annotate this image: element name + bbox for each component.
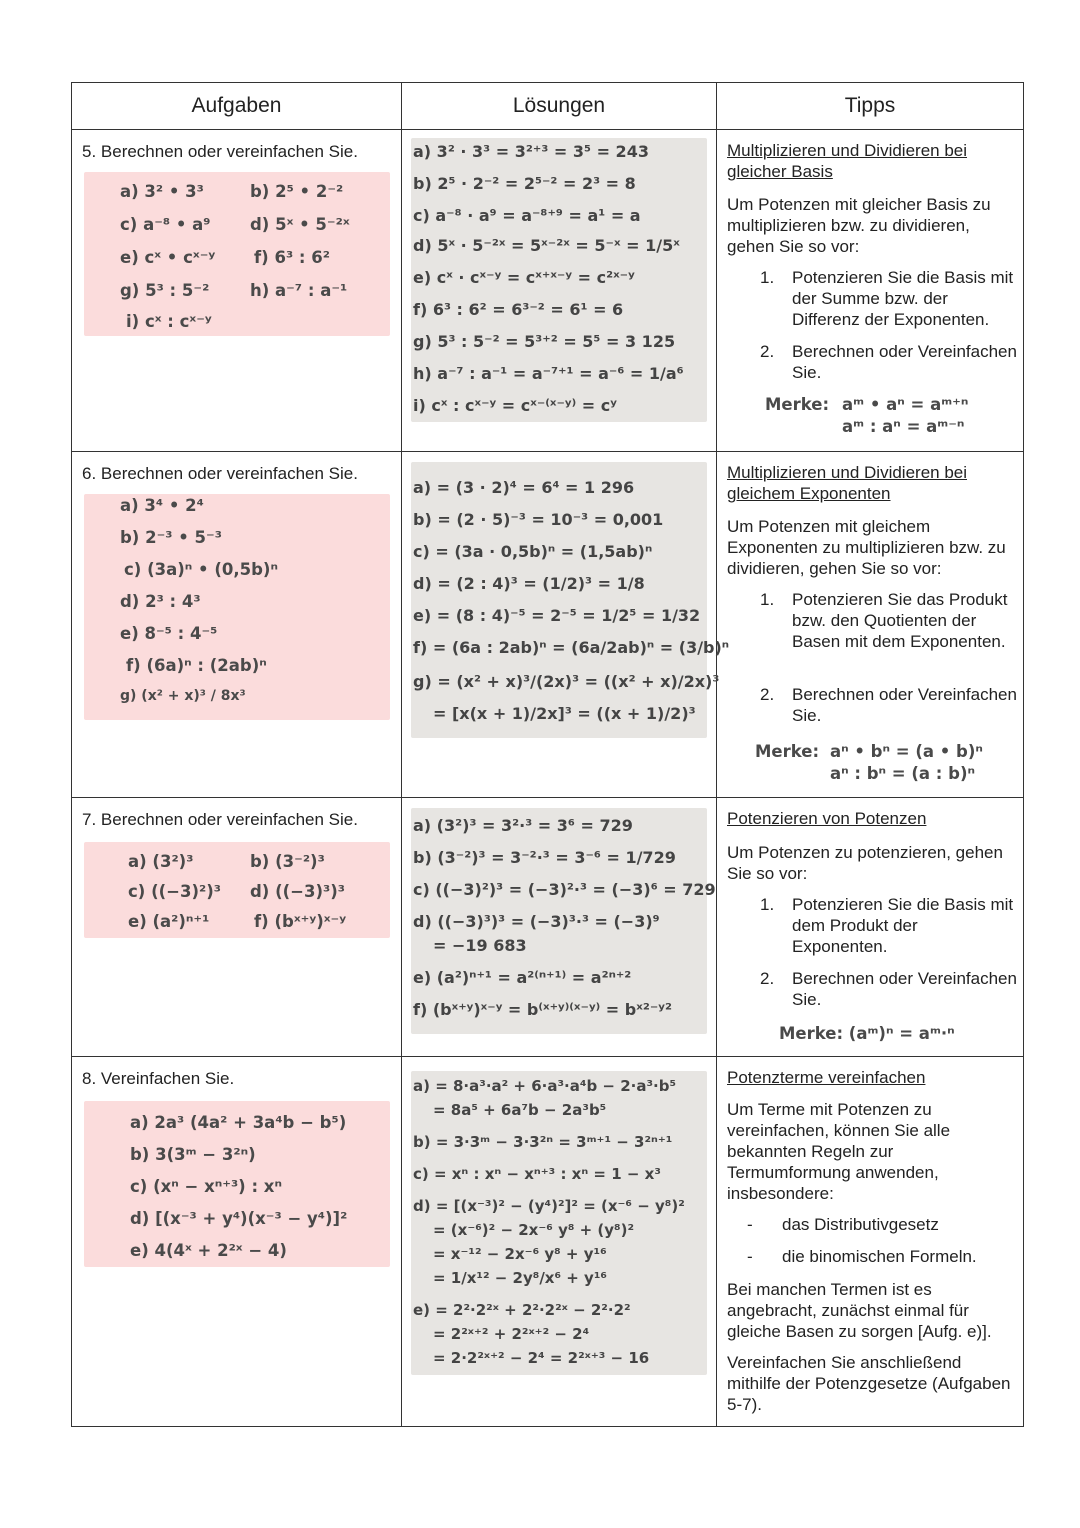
- solution-line: i) cˣ : cˣ⁻ʸ = cˣ⁻⁽ˣ⁻ʸ⁾ = cʸ: [413, 396, 617, 415]
- task-item: a) 2a³ (4a² + 3a⁴b − b⁵): [130, 1113, 347, 1132]
- solution-line: b) (3⁻²)³ = 3⁻²·³ = 3⁻⁶ = 1/729: [413, 848, 676, 867]
- solution-line: e) = (8 : 4)⁻⁵ = 2⁻⁵ = 1/2⁵ = 1/32: [413, 606, 701, 625]
- step-text: Potenzieren Sie die Basis mit der Summe bzw. der Differenz der Exponenten.: [792, 268, 1014, 329]
- step-number: 2.: [760, 685, 775, 704]
- row-task-6: [72, 452, 1024, 798]
- task-box: [84, 494, 390, 720]
- solution-line: = 2²ˣ⁺² + 2²ˣ⁺² − 2⁴: [433, 1325, 590, 1343]
- step-number: 2.: [760, 342, 775, 361]
- exercise-table: [71, 82, 1024, 1427]
- header-row: [72, 83, 1024, 130]
- merke-rule: aᵐ • aⁿ = aᵐ⁺ⁿ: [842, 395, 969, 414]
- task-item: i) cˣ : cˣ⁻ʸ: [126, 312, 212, 331]
- merke-rule: aⁿ : bⁿ = (a : b)ⁿ: [830, 764, 976, 783]
- solution-line: d) 5ˣ · 5⁻²ˣ = 5ˣ⁻²ˣ = 5⁻ˣ = 1/5ˣ: [413, 236, 680, 255]
- task-item: d) ((−3)³)³: [250, 882, 346, 901]
- row-task-7: [72, 798, 1024, 1057]
- solution-line: h) a⁻⁷ : a⁻¹ = a⁻⁷⁺¹ = a⁻⁶ = 1/a⁶: [413, 364, 684, 383]
- solution-line: f) (bˣ⁺ʸ)ˣ⁻ʸ = b⁽ˣ⁺ʸ⁾⁽ˣ⁻ʸ⁾ = bˣ²⁻ʸ²: [413, 1000, 672, 1019]
- tip-intro: Um Terme mit Potenzen zu vereinfachen, können Sie alle bekannten Regeln zur Termumformung anwenden, insbesondere:: [727, 1100, 951, 1203]
- task-item: a) (3²)³: [128, 852, 194, 871]
- step-number: 1.: [760, 590, 775, 609]
- tip-step: [760, 968, 1017, 1010]
- solution-line: d) ((−3)³)³ = (−3)³·³ = (−3)⁹: [413, 912, 660, 931]
- tip-title: Multiplizieren und Dividieren bei gleicher Basis: [727, 141, 968, 181]
- merke-rule: aⁿ • bⁿ = (a • b)ⁿ: [830, 742, 983, 761]
- task-item: c) ((−3)²)³: [128, 882, 221, 901]
- merke-label: Merke:: [765, 395, 830, 414]
- task-box: [84, 1101, 390, 1267]
- tip-intro: Um Potenzen zu potenzieren, gehen Sie so vor:: [727, 843, 1003, 883]
- solution-line: e) (a²)ⁿ⁺¹ = a²⁽ⁿ⁺¹⁾ = a²ⁿ⁺²: [413, 968, 632, 987]
- solution-line: = x⁻¹² − 2x⁻⁶ y⁸ + y¹⁶: [433, 1245, 607, 1263]
- solution-line: g) = (x² + x)³/(2x)³ = ((x² + x)/2x)³: [413, 672, 720, 691]
- solution-line: c) = (3a · 0,5b)ⁿ = (1,5ab)ⁿ: [413, 542, 653, 561]
- solution-line: e) cˣ · cˣ⁻ʸ = cˣ⁺ˣ⁻ʸ = c²ˣ⁻ʸ: [413, 268, 635, 287]
- header-aufgaben: Aufgaben: [72, 83, 402, 130]
- solution-line: a) 3² · 3³ = 3²⁺³ = 3⁵ = 243: [413, 142, 649, 161]
- merke-label: Merke:: [755, 742, 820, 761]
- task-title: 5. Berechnen oder vereinfachen Sie.: [82, 142, 358, 161]
- tip-title: Potenzterme vereinfachen: [727, 1068, 926, 1087]
- task-box: [84, 172, 390, 336]
- tip-step: [760, 589, 1017, 652]
- solution-line: b) 2⁵ · 2⁻² = 2⁵⁻² = 2³ = 8: [413, 174, 636, 193]
- tip-intro: Um Potenzen mit gleicher Basis zu multiplizieren bzw. zu dividieren, gehen Sie so vor:: [727, 195, 991, 256]
- header-tipps: Tipps: [717, 83, 1024, 130]
- tip-step: [760, 267, 1017, 330]
- step-text: Potenzieren Sie die Basis mit dem Produkt der Exponenten.: [792, 895, 1014, 956]
- solution-line: a) = (3 · 2)⁴ = 6⁴ = 1 296: [413, 478, 635, 497]
- step-number: 2.: [760, 969, 775, 988]
- solution-box: [411, 808, 716, 1034]
- bullet-dash: -: [747, 1247, 753, 1266]
- solution-box: [411, 138, 707, 422]
- tip-step: [760, 341, 1017, 383]
- task-item: g) 5³ : 5⁻²: [120, 281, 210, 300]
- task-item: e) cˣ • cˣ⁻ʸ: [120, 248, 216, 267]
- step-number: 1.: [760, 268, 775, 287]
- solution-line: = [x(x + 1)/2x]³ = ((x + 1)/2)³: [433, 704, 696, 723]
- solution-line: = 2·2²ˣ⁺² − 2⁴ = 2²ˣ⁺³ − 16: [433, 1349, 650, 1367]
- task-item: d) [(x⁻³ + y⁴)(x⁻³ − y⁴)]²: [130, 1209, 348, 1228]
- step-text: Berechnen oder Vereinfachen Sie.: [792, 969, 1017, 1009]
- tip-note: Bei manchen Termen ist es angebracht, zunächst einmal für gleiche Basen zu sorgen [Aufg. e)].: [727, 1280, 992, 1341]
- task-item: f) (bˣ⁺ʸ)ˣ⁻ʸ: [254, 912, 347, 931]
- solution-line: = 8a⁵ + 6a⁷b − 2a³b⁵: [433, 1101, 607, 1119]
- task-item: b) 2⁵ • 2⁻²: [250, 182, 344, 201]
- solution-line: c) ((−3)²)³ = (−3)²·³ = (−3)⁶ = 729: [413, 880, 716, 899]
- solution-line: f) 6³ : 6² = 6³⁻² = 6¹ = 6: [413, 300, 624, 319]
- task-item: g) (x² + x)³ / 8x³: [120, 688, 246, 704]
- tip-intro: Um Potenzen mit gleichem Exponenten zu multiplizieren bzw. zu dividieren, gehen Sie so vor:: [727, 517, 1006, 578]
- tip-step: [760, 894, 1017, 957]
- task-item: e) 4(4ˣ + 2²ˣ − 4): [130, 1241, 287, 1260]
- task-item: a) 3⁴ • 2⁴: [120, 496, 204, 515]
- row-task-5: [72, 130, 1024, 452]
- solution-line: d) = (2 : 4)³ = (1/2)³ = 1/8: [413, 574, 645, 593]
- bullet-text: das Distributivgesetz: [782, 1215, 939, 1234]
- solution-line: b) = (2 · 5)⁻³ = 10⁻³ = 0,001: [413, 510, 664, 529]
- solution-line: e) = 2²·2²ˣ + 2²·2²ˣ − 2²·2²: [413, 1301, 631, 1319]
- tip-title: Multiplizieren und Dividieren bei gleichem Exponenten: [727, 463, 968, 503]
- task-title: 8. Vereinfachen Sie.: [82, 1069, 235, 1088]
- row-task-8: [72, 1057, 1024, 1427]
- task-item: f) (6a)ⁿ : (2ab)ⁿ: [126, 656, 267, 675]
- solution-box: [411, 462, 730, 738]
- bullet-dash: -: [747, 1215, 753, 1234]
- tip-note: Vereinfachen Sie anschließend mithilfe der Potenzgesetze (Aufgaben 5-7).: [727, 1353, 1011, 1414]
- solution-line: = −19 683: [433, 936, 527, 955]
- task-item: d) 5ˣ • 5⁻²ˣ: [250, 215, 350, 234]
- solution-line: f) = (6a : 2ab)ⁿ = (6a/2ab)ⁿ = (3/b)ⁿ: [413, 638, 730, 657]
- task-item: c) (3a)ⁿ • (0,5b)ⁿ: [124, 560, 278, 579]
- task-item: b) (3⁻²)³: [250, 852, 325, 871]
- tip-title: Potenzieren von Potenzen: [727, 809, 927, 828]
- solution-line: g) 5³ : 5⁻² = 5³⁺² = 5⁵ = 3 125: [413, 332, 676, 351]
- step-text: Berechnen oder Vereinfachen Sie.: [792, 685, 1017, 725]
- step-number: 1.: [760, 895, 775, 914]
- merke-rule: aᵐ : aⁿ = aᵐ⁻ⁿ: [842, 417, 965, 436]
- task-title: 6. Berechnen oder vereinfachen Sie.: [82, 464, 358, 483]
- solution-line: = 1/x¹² − 2y⁸/x⁶ + y¹⁶: [433, 1269, 607, 1287]
- solution-line: c) = xⁿ : xⁿ − xⁿ⁺³ : xⁿ = 1 − x³: [413, 1165, 661, 1183]
- task-item: b) 2⁻³ • 5⁻³: [120, 528, 222, 547]
- task-item: c) (xⁿ − xⁿ⁺³) : xⁿ: [130, 1177, 282, 1196]
- header-loesungen: Lösungen: [402, 83, 717, 130]
- task-item: h) a⁻⁷ : a⁻¹: [250, 281, 348, 300]
- merke-rule: Merke: (aᵐ)ⁿ = aᵐ·ⁿ: [779, 1024, 955, 1043]
- task-box: [84, 842, 390, 938]
- solution-line: a) (3²)³ = 3²·³ = 3⁶ = 729: [413, 816, 633, 835]
- task-title: 7. Berechnen oder vereinfachen Sie.: [82, 810, 358, 829]
- task-item: a) 3² • 3³: [120, 182, 204, 201]
- solution-line: d) = [(x⁻³)² − (y⁴)²]² = (x⁻⁶ − y⁸)²: [413, 1197, 685, 1215]
- step-text: Potenzieren Sie das Produkt bzw. den Quotienten der Basen mit dem Exponenten.: [792, 590, 1008, 651]
- task-item: f) 6³ : 6²: [254, 248, 330, 267]
- task-item: d) 2³ : 4³: [120, 592, 201, 611]
- solution-line: a) = 8·a³·a² + 6·a³·a⁴b − 2·a³·b⁵: [413, 1077, 677, 1095]
- tip-step: [760, 684, 1017, 726]
- solution-line: = (x⁻⁶)² − 2x⁻⁶ y⁸ + (y⁸)²: [433, 1221, 635, 1239]
- task-item: e) 8⁻⁵ : 4⁻⁵: [120, 624, 218, 643]
- solution-line: c) a⁻⁸ · a⁹ = a⁻⁸⁺⁹ = a¹ = a: [413, 206, 641, 225]
- solution-box: [411, 1071, 707, 1375]
- task-item: b) 3(3ᵐ − 3²ⁿ): [130, 1145, 256, 1164]
- solution-line: b) = 3·3ᵐ − 3·3²ⁿ = 3ᵐ⁺¹ − 3²ⁿ⁺¹: [413, 1133, 673, 1151]
- bullet-text: die binomischen Formeln.: [782, 1247, 977, 1266]
- task-item: e) (a²)ⁿ⁺¹: [128, 912, 210, 931]
- task-item: c) a⁻⁸ • a⁹: [120, 215, 211, 234]
- step-text: Berechnen oder Vereinfachen Sie.: [792, 342, 1017, 382]
